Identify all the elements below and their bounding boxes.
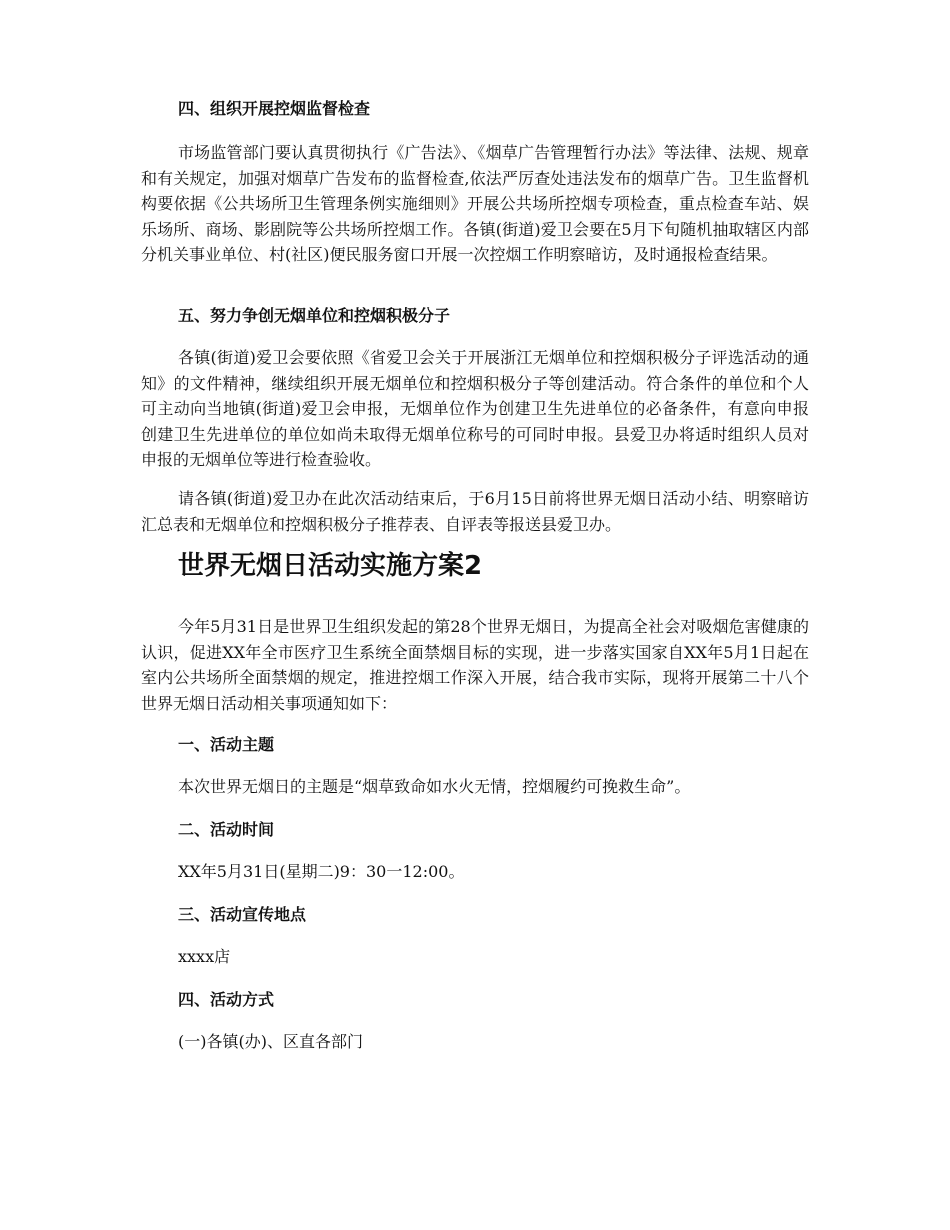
body-line: XX年5月31日(星期二)9：30一12:00。 xyxy=(178,862,465,881)
section-heading: 四、活动方式 xyxy=(178,990,275,1009)
section-heading: 五、努力争创无烟单位和控烟积极分子 xyxy=(178,306,451,325)
section-heading: 四、组织开展控烟监督检查 xyxy=(178,99,371,118)
body-paragraph: 市场监管部门要认真贯彻执行《广告法》、《烟草广告管理暂行办法》等法律、法规、规章和有关规定，加强对烟草广告发布的监督检查,依法严厉查处违法发布的烟草广告。卫生监督机构要依据《公共场所卫生管理条例实施细则》开展公共场所控烟专项检查，重点检查车站、娱乐场所、商场、影剧院等公共场所控烟工作。各镇(街道)爱卫会要在5月下旬随机抽取辖区内部分机关事业单位、村(社区)便民服务窗口开展一次控烟工作明察暗访，及时通报检查结果。 xyxy=(141,143,809,264)
body-paragraph: 请各镇(街道)爱卫办在此次活动结束后，于6月15日前将世界无烟日活动小结、明察暗访汇总表和无烟单位和控烟积极分子推荐表、自评表等报送县爱卫办。 xyxy=(141,489,809,534)
body-line: xxxx店 xyxy=(178,947,231,966)
body-line: (一)各镇(办)、区直各部门 xyxy=(178,1032,363,1051)
body-paragraph: 各镇(街道)爱卫会要依照《省爱卫会关于开展浙江无烟单位和控烟积极分子评选活动的通知》的文件精神，继续组织开展无烟单位和控烟积极分子等创建活动。符合条件的单位和个人可主动向当地镇(街道)爱卫会申报，无烟单位作为创建卫生先进单位的必备条件，有意向申报创建卫生先进单位的单位如尚未取得无烟单位称号的可同时申报。县爱卫办将适时组织人员对申报的无烟单位等进行检查验收。 xyxy=(141,348,809,469)
section-heading: 三、活动宣传地点 xyxy=(178,905,307,924)
document-title: 世界无烟日活动实施方案2 xyxy=(178,551,483,581)
section-heading: 一、活动主题 xyxy=(178,735,275,754)
intro-paragraph: 今年5月31日是世界卫生组织发起的第28个世界无烟日，为提高全社会对吸烟危害健康的认识，促进XX年全市医疗卫生系统全面禁烟目标的实现，进一步落实国家自XX年5月1日起在室内公共场所全面禁烟的规定，推进控烟工作深入开展，结合我市实际，现将开展第二十八个世界无烟日活动相关事项通知如下： xyxy=(141,617,809,713)
body-line: 本次世界无烟日的主题是“烟草致命如水火无情，控烟履约可挽救生命”。 xyxy=(178,777,691,796)
section-heading: 二、活动时间 xyxy=(178,820,275,839)
